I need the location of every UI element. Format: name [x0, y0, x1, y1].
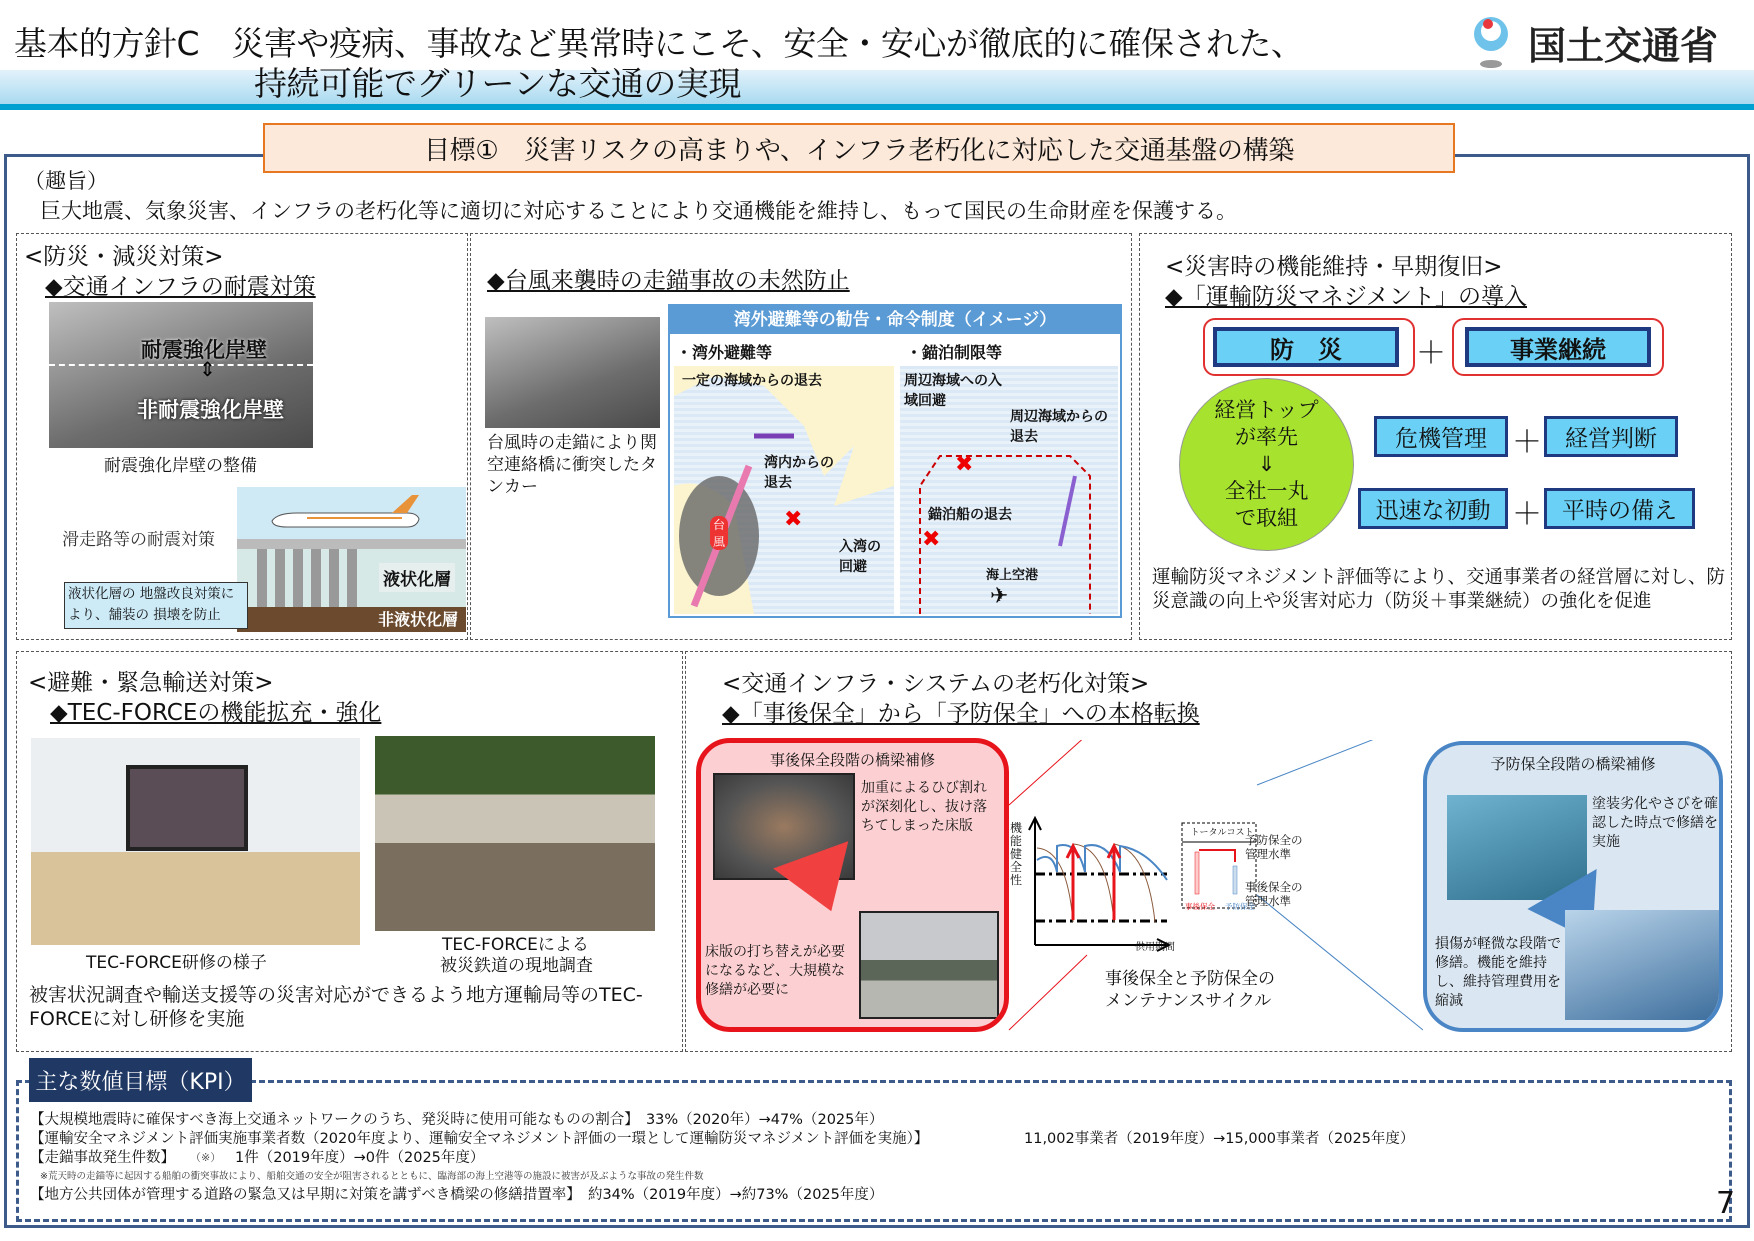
red-panel-text1: 加重によるひび割れが深刻化し、抜け落ちてしまった床版 [861, 780, 987, 834]
deck-replacement-photo [859, 911, 999, 1019]
kpi-heading: 主な数値目標（KPI） [29, 1058, 252, 1102]
purpose-label: （趣旨） [24, 169, 108, 193]
bcp-description: 運輸防災マネジメント評価等により、交通事業者の経営層に対し、防災意識の向上や災害対応力（防災＋事業継続）の強化を促進 [1152, 567, 1725, 612]
tec-description: 被害状況調査や輸送支援等の災害対応ができるよう地方運輸局等のTEC-FORCEに対し研修を実施 [29, 984, 643, 1030]
repair-work-photo [1565, 910, 1723, 1020]
reactive-maintenance-panel [696, 738, 1009, 1032]
kpi-item: 【運輸安全マネジメント評価実施事業者数（2020年度より、運輸安全マネジメント評価の一環として運輸防災マネジメント評価を実施）】 [30, 1131, 929, 1147]
reactive-level-label: 事後保全の管理水準 [1245, 880, 1303, 908]
cycle-caption1: 事後保全と予防保全の [1105, 969, 1275, 989]
cost-reactive-label: 事後保全 [1185, 902, 1215, 911]
purpose-text: 巨大地震、気象災害、インフラの老朽化等に適切に対応することにより交通機能を維持し、もって国民の生命財産を保護する。 [40, 199, 1237, 223]
y-axis-label: 機能健全性 [1010, 821, 1023, 887]
box-rapid-response: 迅速な初動 [1358, 488, 1508, 529]
bay-map [674, 366, 894, 614]
goal-banner: 目標① 災害リスクの高まりや、インフラ老朽化に対応した交通基盤の構築 [263, 123, 1455, 173]
layer-liquid-label: 液状化層 [379, 563, 455, 592]
photo-label-nonseismic: 非耐震強化岸壁 [137, 398, 284, 422]
circle-line: 全社一丸 [1224, 479, 1309, 503]
label-avoid-surrounding: 周辺海域への入域回避 [904, 373, 1002, 409]
box-preparedness: 平時の備え [1544, 488, 1695, 529]
kpi-item: 【地方公共団体が管理する道路の緊急又は早期に対策を講ずべき橋梁の修繕措置率】 約34%（2019年度）→約73%（2025年度） [30, 1187, 884, 1203]
label-leave-bay: 湾内からの退去 [764, 455, 834, 491]
page-title-line1: 基本的方針C 災害や疫病、事故など異常時にこそ、安全・安心が徹底的に確保された、 [14, 24, 1304, 63]
box-disaster-prevention: 防 災 [1213, 327, 1399, 367]
airplane-icon [267, 495, 427, 539]
page-number: 7 [1716, 1186, 1736, 1221]
down-arrow-icon: ⇓ [1257, 452, 1276, 476]
x-axis-label: 供用期間 [1135, 942, 1175, 953]
blue-panel-text2: 損傷が軽微な段階で修繕。機能を維持し、維持管理費用を縮減 [1435, 936, 1561, 1009]
evacuation-diagram [668, 304, 1122, 618]
quay-wall-photo [49, 302, 313, 448]
panel-subheading: ◆交通インフラの耐震対策 [45, 274, 316, 300]
photo-caption: TEC-FORCEによる [442, 935, 589, 955]
panel-heading: <防災・減災対策> [24, 244, 224, 270]
girder-paint-photo [1447, 795, 1587, 900]
anchorage-map [900, 366, 1118, 614]
label-avoid-entry: 入湾の回避 [839, 539, 881, 575]
airplane-icon: ✈ [990, 584, 1009, 609]
box-business-continuity: 事業継続 [1465, 327, 1651, 367]
preventive-level-label: 予防保全の管理水準 [1245, 833, 1303, 861]
kpi-item-value: 11,002事業者（2019年度）→15,000事業者（2025年度） [1024, 1131, 1415, 1147]
railway-survey-photo [375, 736, 655, 931]
plus-sign: ＋ [1512, 497, 1542, 532]
up-down-arrow-icon: ⇕ [199, 357, 216, 381]
panel-subheading: ◆「運輸防災マネジメント」の導入 [1165, 284, 1527, 310]
svg-text:✖: ✖ [922, 527, 941, 552]
panel-heading: <災害時の機能維持・早期復旧> [1165, 254, 1503, 280]
typhoon-label: 台風 [710, 516, 728, 550]
label-anchored-leave: 錨泊船の退去 [928, 507, 1012, 523]
box-management-decision: 経営判断 [1544, 416, 1678, 457]
svg-text:✖: ✖ [784, 507, 803, 532]
kpi-footnote: ※荒天時の走錨等に起因する船舶の衝突事故により、船舶交通の安全が阻害されるとともに、臨海部の海上空港等の施設に被害が及ぶような事故の発生件数 [40, 1171, 704, 1182]
label-leave-surrounding: 周辺海域からの退去 [1010, 409, 1108, 445]
runway-diagram [237, 487, 466, 632]
panel-subheading: ◆台風来襲時の走錨事故の未然防止 [487, 268, 850, 294]
red-panel-text2: 床版の打ち替えが必要になるなど、大規模な修繕が必要に [705, 944, 845, 998]
preventive-maintenance-panel [1423, 741, 1723, 1032]
box-crisis-management: 危機管理 [1374, 416, 1508, 457]
kpi-note-mark: （※） [190, 1151, 222, 1164]
photo-caption: 被災鉄道の現地調査 [440, 956, 593, 976]
tanker-photo [485, 317, 660, 428]
callout-ground-improvement: 液状化層の 地盤改良対策により、舗装の 損壊を防止 [64, 582, 248, 629]
mlit-emblem-icon [1466, 14, 1516, 70]
cycle-caption2: メンテナンスサイクル [1105, 991, 1272, 1011]
panel-heading: <避難・緊急輸送対策> [28, 670, 274, 696]
kpi-item-value: 1件（2019年度）→0件（2025年度） [235, 1150, 485, 1166]
photo-caption: 耐震強化岸壁の整備 [104, 456, 257, 476]
top-management-circle [1179, 378, 1354, 551]
svg-text:✖: ✖ [955, 452, 974, 477]
circle-line: が率先 [1235, 425, 1298, 449]
total-cost-label: トータルコスト [1190, 828, 1254, 838]
cost-preventive-label: 予防保全 [1225, 902, 1255, 911]
circle-line: で取組 [1235, 506, 1298, 530]
blue-panel-title: 予防保全段階の橋梁補修 [1490, 755, 1656, 773]
plus-sign: ＋ [1416, 336, 1446, 371]
photo-caption: TEC-FORCE研修の様子 [86, 953, 267, 973]
diagram-left-heading: ・湾外避難等 [676, 343, 773, 362]
page-title-line2: 持続可能でグリーンな交通の実現 [254, 64, 741, 103]
mlit-logo [1466, 14, 1718, 70]
diagram-title: 湾外避難等の勧告・命令制度（イメージ） [670, 306, 1120, 334]
label-leave-area: 一定の海域からの退去 [682, 373, 822, 389]
panel-subheading: ◆TEC-FORCEの機能拡充・強化 [50, 700, 382, 726]
runway-label: 滑走路等の耐震対策 [62, 530, 215, 550]
photo-caption: 台風時の走錨により関空連絡橋に衝突したタンカー [487, 433, 657, 497]
panel-heading: <交通インフラ・システムの老朽化対策> [722, 671, 1150, 697]
circle-line: 経営トップ [1214, 398, 1319, 422]
photo-label-seismic: 耐震強化岸壁 [141, 338, 267, 362]
training-photo [31, 738, 360, 945]
logo-text: 国土交通省 [1528, 23, 1719, 68]
label-offshore-airport: 海上空港 [986, 568, 1039, 583]
blue-panel-text1: 塗装劣化やさびを確認した時点で修繕を実施 [1592, 796, 1718, 850]
diagram-right-heading: ・錨泊制限等 [906, 343, 1003, 362]
red-panel-title: 事後保全段階の橋梁補修 [769, 751, 935, 769]
layer-nonliquid-label: 非液状化層 [237, 607, 466, 632]
kpi-item: 【走錨事故発生件数】 [30, 1150, 175, 1166]
kpi-item: 【大規模地震時に確保すべき海上交通ネットワークのうち、発災時に使用可能なものの割合】 33%（2020年）→47%（2025年） [30, 1112, 884, 1128]
plus-sign: ＋ [1512, 425, 1542, 460]
panel-subheading: ◆「事後保全」から「予防保全」への本格転換 [722, 701, 1200, 727]
